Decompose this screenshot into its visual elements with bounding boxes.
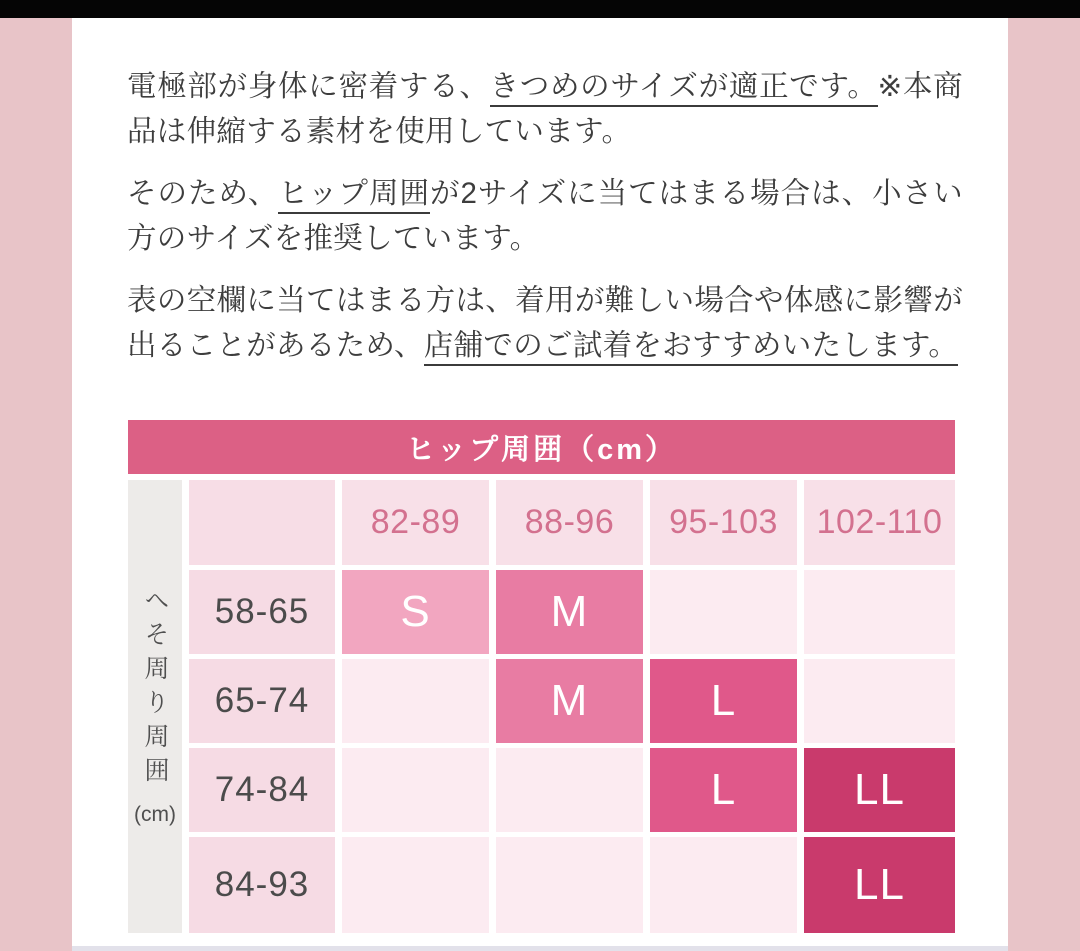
row-axis-label [128, 480, 182, 933]
note-paragraph-3 [127, 278, 963, 368]
corner-blank-cell [189, 480, 335, 565]
note-text-underlined: ヒップ周囲 [278, 177, 430, 214]
row-label-58-65: 58-65 [189, 570, 335, 654]
axis-label-unit: (cm) [134, 802, 176, 826]
axis-label-text: へそ周り周囲 [141, 586, 169, 791]
note-text: 表の空欄に当てはまる方は、着用が難しい場合や体感に影響が出ることがあるため、 [127, 284, 963, 362]
note-text: そのため、 [127, 177, 279, 210]
left-border [0, 18, 72, 951]
column-header-82-89: 82-89 [342, 480, 489, 565]
note-text: が2サイズに当てはまる場合は、小さい方のサイズを推奨しています。 [127, 177, 963, 255]
note-text-underlined: きつめのサイズが適正です。 [490, 70, 878, 107]
size-cell-s: S [342, 570, 489, 654]
row-label-65-74: 65-74 [189, 659, 335, 743]
empty-cell [804, 570, 955, 654]
note-text-underlined: 店舗でのご試着をおすすめいたします。 [424, 329, 958, 366]
empty-cell [804, 659, 955, 743]
column-header-88-96: 88-96 [496, 480, 643, 565]
size-cell-m: M [496, 659, 643, 743]
note-paragraph-1 [127, 64, 963, 154]
size-cell-l: L [650, 659, 797, 743]
column-header-102-110: 102-110 [804, 480, 955, 565]
top-border-bar [0, 0, 1080, 18]
note-text: ※本商品は伸縮する素材を使用しています。 [127, 70, 963, 148]
size-cell-l: L [650, 748, 797, 832]
empty-cell [342, 659, 489, 743]
size-cell-m: M [496, 570, 643, 654]
empty-cell [650, 837, 797, 933]
right-border [1008, 18, 1080, 951]
empty-cell [342, 748, 489, 832]
note-paragraph-2 [127, 171, 963, 261]
column-header-95-103: 95-103 [650, 480, 797, 565]
hip-circumference-banner: ヒップ周囲（cm） [128, 420, 955, 474]
row-label-84-93: 84-93 [189, 837, 335, 933]
size-cell-ll: LL [804, 837, 955, 933]
empty-cell [342, 837, 489, 933]
size-cell-ll: LL [804, 748, 955, 832]
note-text: 電極部が身体に密着する、 [127, 70, 490, 103]
sizing-notes [127, 64, 963, 385]
empty-cell [496, 748, 643, 832]
bottom-divider [72, 946, 1008, 951]
row-label-74-84: 74-84 [189, 748, 335, 832]
empty-cell [650, 570, 797, 654]
empty-cell [496, 837, 643, 933]
